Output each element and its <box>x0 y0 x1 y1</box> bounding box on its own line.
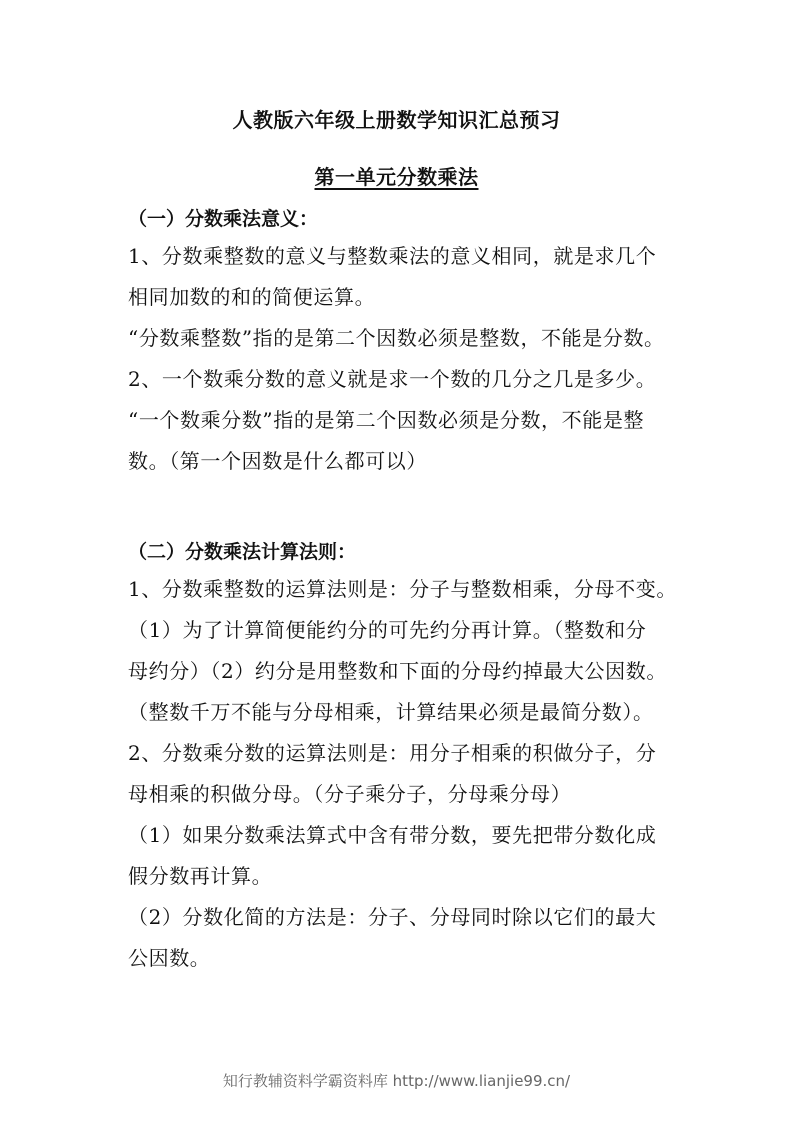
paragraph-line: （1）如果分数乘法算式中含有带分数，要先把带分数化成 <box>128 823 657 847</box>
paragraph-line: （1）为了计算简便能约分的可先约分再计算。（整数和分 <box>128 618 647 642</box>
paragraph-line: 1、分数乘整数的运算法则是：分子与整数相乘，分母不变。 <box>128 577 677 601</box>
unit-title: 第一单元分数乘法 <box>314 165 479 189</box>
section-heading-2: （二）分数乘法计算法则： <box>128 541 357 563</box>
section-2-body <box>128 569 677 979</box>
section-1-body <box>128 236 666 482</box>
paragraph-line: 数。（第一个因数是什么都可以） <box>128 449 427 473</box>
paragraph-line: 1、分数乘整数的意义与整数乘法的意义相同，就是求几个 <box>128 244 657 268</box>
paragraph-line: 假分数再计算。 <box>128 864 273 888</box>
paragraph-line: 公因数。 <box>128 946 211 970</box>
paragraph-line: 母约分）（2）约分是用整数和下面的分母约掉最大公因数。 <box>128 659 667 683</box>
paragraph-line: 母相乘的积做分母。（分子乘分子，分母乘分母） <box>128 782 572 806</box>
paragraph-line: 相同加数的和的简便运算。 <box>128 285 376 309</box>
paragraph-line: 2、一个数乘分数的意义就是求一个数的几分之几是多少。 <box>128 367 657 391</box>
paragraph-line: “分数乘整数”指的是第二个因数必须是整数，不能是分数。 <box>128 326 665 350</box>
paragraph-line: （2）分数化简的方法是：分子、分母同时除以它们的最大 <box>128 905 657 929</box>
section-heading-1: （一）分数乘法意义： <box>128 208 319 230</box>
paragraph-line: （整数千万不能与分母相乘，计算结果必须是最简分数）。 <box>128 700 654 724</box>
document-title: 人教版六年级上册数学知识汇总预习 <box>232 108 561 132</box>
footer-watermark: 知行教辅资料学霸资料库 http://www.lianjie99.cn/ <box>222 1072 571 1090</box>
paragraph-line: “一个数乘分数”指的是第二个因数必须是分数，不能是整 <box>128 408 645 432</box>
paragraph-line: 2、分数乘分数的运算法则是：用分子相乘的积做分子，分 <box>128 741 657 765</box>
